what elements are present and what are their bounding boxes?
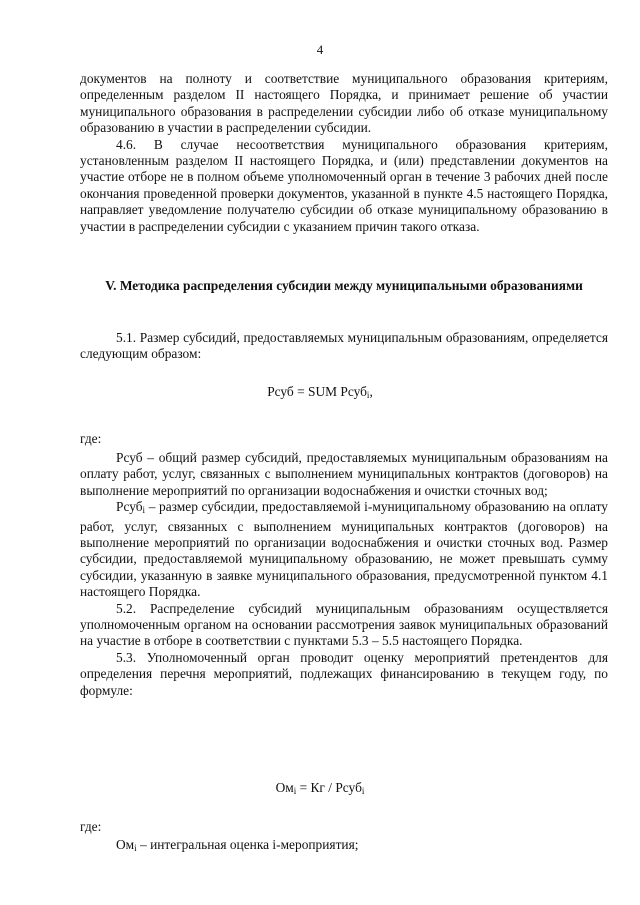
- paragraph-continuation: документов на полноту и соответствие муниципального образования критериям, определенным разделом II настоящего Порядка, и принимает решение об участии муниципального образования в распределении субсидии либо об отказе муниципальному образованию в участии в распределении субсидии.: [80, 71, 608, 136]
- formula-total-subsidy: [0, 384, 640, 400]
- formula-2-b-sub: i: [361, 786, 365, 796]
- formula-1-sub: i: [366, 390, 370, 400]
- definitions-block: [80, 450, 608, 699]
- definition-rsubi-term: Рсуб: [116, 499, 143, 515]
- formula-integral-score: [0, 780, 640, 796]
- formula-2-mid: = Кг / Рсуб: [296, 780, 362, 795]
- definition-omi-sub: i: [134, 843, 137, 853]
- where-label-2: где:: [80, 819, 102, 834]
- page-number: 4: [316, 42, 324, 57]
- definition-omi: [80, 837, 608, 856]
- definition-omi-text: – интегральная оценка i-мероприятия;: [136, 837, 359, 852]
- definition-omi-term: Ом: [116, 837, 135, 852]
- paragraph-5-1: 5.1. Размер субсидий, предоставляемых муниципальным образованиям, определяется следующим образом:: [80, 330, 608, 362]
- definition-rsubi: [80, 499, 608, 600]
- paragraph-4-6: 4.6. В случае несоответствия муниципального образования критериям, установленным разделом II настоящего Порядка, и (или) представлении документов на участие отборе не в полном объеме уполномоченный орган в течение 3 рабочих дней после окончания проведенной проверки документов, указанной в пункте 4.5 настоящего Порядка, направляет уведомление получателю субсидии об отказе муниципальному образованию в участии в распределении субсидии с указанием причин такого отказа.: [80, 136, 608, 234]
- formula-1-tail: ,: [369, 384, 373, 399]
- block-section-4: [80, 71, 608, 235]
- paragraph-5-3: 5.3. Уполномоченный орган проводит оценку мероприятий претендентов для определения перечня мероприятий, подлежащих финансированию в текущем году, по формуле:: [80, 649, 608, 698]
- definition-rsubi-text: – размер субсидии, предоставляемой i-муниципальному образованию на оплату работ, услуг, связанных с выполнением муниципальных контрактов (договоров) на выполнение мероприятий по организации водоснабжения и очистки сточных вод. Размер субсидии, предоставляемой муниципальному образованию, не может превышать сумму субсидии, указанную в заявке муниципального образования, предусмотренной пунктом 4.1 настоящего Порядка.: [80, 499, 608, 600]
- definition-omi-block: [80, 837, 608, 856]
- section-heading: V. Методика распределения субсидии между муниципальными образованиями: [105, 278, 583, 293]
- definition-rsub: Рсуб – общий размер субсидий, предоставляемых муниципальным образованиям на оплату работ, услуг, связанных с выполнением муниципальных контрактов (договоров) на выполнение мероприятий по организации водоснабжения и очистки сточных вод;: [80, 450, 608, 498]
- formula-2-a-sub: i: [293, 786, 297, 796]
- formula-2-a: Ом: [275, 780, 294, 795]
- paragraph-5-1-block: [80, 330, 608, 363]
- definition-rsubi-sub: i: [142, 505, 146, 516]
- paragraph-5-2: 5.2. Распределение субсидий муниципальным образованиям осуществляется уполномоченным органом на основании рассмотрения заявок муниципальных образований на участие в отборе в соответствии с пунктами 5.3 – 5.5 настоящего Порядка.: [80, 600, 608, 649]
- formula-1-lhs: Рсуб = SUM Рсуб: [267, 384, 367, 399]
- where-label: где:: [80, 431, 102, 446]
